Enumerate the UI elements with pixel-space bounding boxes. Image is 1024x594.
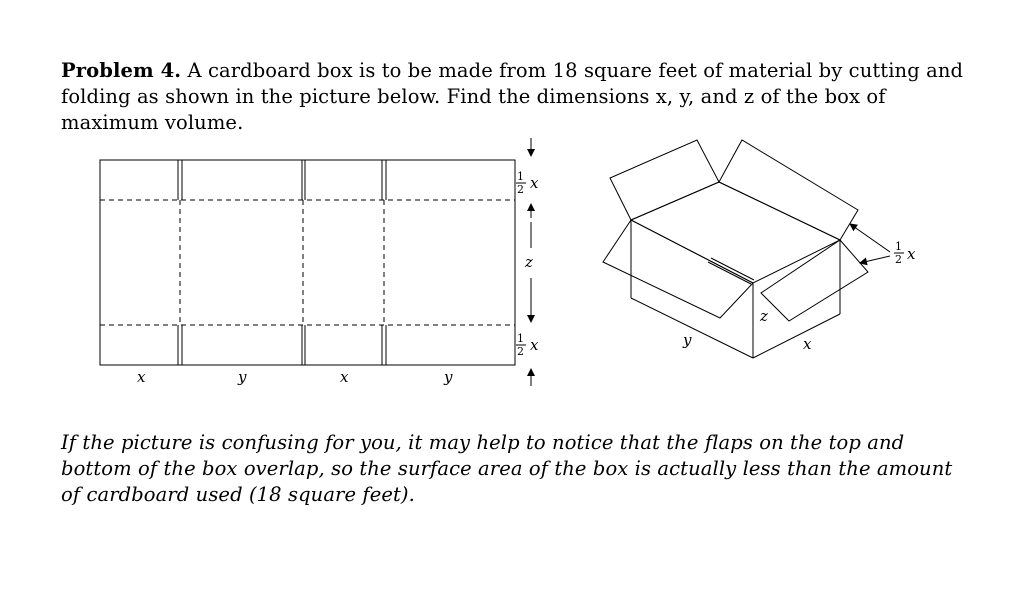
net-top-flap-numerator: 1 bbox=[517, 170, 524, 183]
note-paragraph: If the picture is confusing for you, it may help to notice that the flaps on the top and bottom of the box overlap, so the surface area of the box is actually less than the amount of cardboard used (18 square feet). bbox=[61, 431, 953, 506]
net-middle-z-label: z bbox=[525, 253, 533, 271]
net-label-x1: x bbox=[137, 368, 146, 386]
net-bottom-flap-numerator: 1 bbox=[517, 332, 524, 345]
fold-lines bbox=[100, 200, 515, 325]
net-top-flap-var: x bbox=[530, 174, 539, 192]
net-outline bbox=[100, 160, 515, 365]
cardboard-net bbox=[100, 160, 515, 365]
net-label-x2: x bbox=[340, 368, 349, 386]
box-flap-denominator: 2 bbox=[895, 253, 902, 266]
net-top-flap-denominator: 2 bbox=[517, 183, 524, 196]
box-flap-front-left bbox=[603, 220, 753, 318]
net-label-y1: y bbox=[238, 368, 247, 386]
problem-label: Problem 4. bbox=[61, 59, 182, 82]
box-flap-arrows bbox=[850, 224, 890, 263]
box-label-y: y bbox=[683, 331, 692, 349]
net-bottom-flap-var: x bbox=[530, 336, 539, 354]
box-label-z: z bbox=[760, 307, 768, 325]
box-flap-back-right bbox=[719, 140, 858, 240]
net-bottom-flap-denominator: 2 bbox=[517, 345, 524, 358]
box-flap-numerator: 1 bbox=[895, 240, 902, 253]
open-box-drawing bbox=[603, 140, 868, 358]
box-flap-var: x bbox=[907, 245, 916, 263]
box-label-x: x bbox=[803, 335, 812, 353]
problem-text: A cardboard box is to be made from 18 square feet of material by cutting and folding as shown in the picture below. Find the dimensions x, y, and z of the box of maximum volume. bbox=[61, 59, 964, 134]
net-label-y2: y bbox=[444, 368, 453, 386]
box-flap-back-left bbox=[610, 140, 719, 220]
